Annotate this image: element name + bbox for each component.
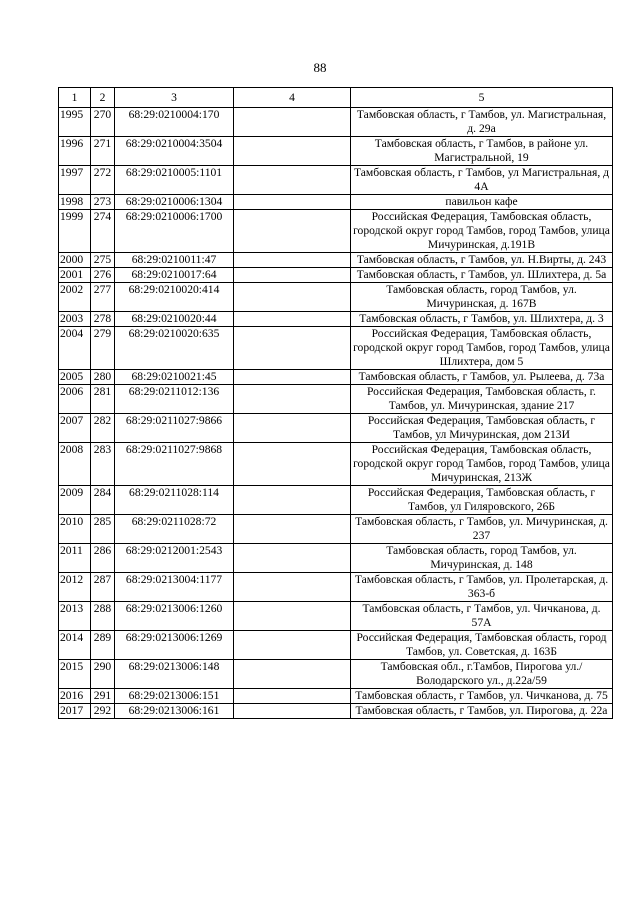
table-row bbox=[59, 108, 613, 137]
item-number-cell: 283 bbox=[91, 443, 115, 486]
table-row bbox=[59, 414, 613, 443]
item-number-cell: 273 bbox=[91, 195, 115, 210]
registry-number-cell: 2008 bbox=[59, 443, 91, 486]
registry-number-cell: 1996 bbox=[59, 137, 91, 166]
column-header-4: 4 bbox=[234, 88, 351, 108]
registry-number-cell: 2006 bbox=[59, 385, 91, 414]
item-number-cell: 285 bbox=[91, 515, 115, 544]
column-4-cell bbox=[234, 327, 351, 370]
address-cell: Тамбовская область, г Тамбов, ул. Чичканова, д. 57А bbox=[351, 602, 613, 631]
cadastral-number-cell: 68:29:0211012:136 bbox=[115, 385, 234, 414]
table-row bbox=[59, 602, 613, 631]
table-row bbox=[59, 268, 613, 283]
table-row bbox=[59, 210, 613, 253]
table-row bbox=[59, 704, 613, 719]
table-row bbox=[59, 443, 613, 486]
registry-number-cell: 1999 bbox=[59, 210, 91, 253]
column-4-cell bbox=[234, 486, 351, 515]
column-4-cell bbox=[234, 283, 351, 312]
address-cell: Российская Федерация, Тамбовская область, г Тамбов, ул Гиляровского, 26Б bbox=[351, 486, 613, 515]
item-number-cell: 274 bbox=[91, 210, 115, 253]
registry-number-cell: 2012 bbox=[59, 573, 91, 602]
address-cell: Тамбовская область, город Тамбов, ул. Мичуринская, д. 148 bbox=[351, 544, 613, 573]
cadastral-number-cell: 68:29:0213004:1177 bbox=[115, 573, 234, 602]
column-4-cell bbox=[234, 385, 351, 414]
address-cell: Российская Федерация, Тамбовская область, г. Тамбов, ул. Мичуринская, здание 217 bbox=[351, 385, 613, 414]
address-cell: Тамбовская обл., г.Тамбов, Пирогова ул./Володарского ул., д.22а/59 bbox=[351, 660, 613, 689]
column-4-cell bbox=[234, 108, 351, 137]
address-cell: Российская Федерация, Тамбовская область, городской округ город Тамбов, город Тамбов, улица Мичуринская, д.191В bbox=[351, 210, 613, 253]
item-number-cell: 275 bbox=[91, 253, 115, 268]
registry-number-cell: 1995 bbox=[59, 108, 91, 137]
column-4-cell bbox=[234, 312, 351, 327]
cadastral-number-cell: 68:29:0213006:1269 bbox=[115, 631, 234, 660]
item-number-cell: 291 bbox=[91, 689, 115, 704]
item-number-cell: 276 bbox=[91, 268, 115, 283]
address-cell: Тамбовская область, г Тамбов, ул. Пролетарская, д. 363-б bbox=[351, 573, 613, 602]
column-4-cell bbox=[234, 602, 351, 631]
registry-number-cell: 2002 bbox=[59, 283, 91, 312]
column-4-cell bbox=[234, 268, 351, 283]
cadastral-number-cell: 68:29:0211028:72 bbox=[115, 515, 234, 544]
column-header-1: 1 bbox=[59, 88, 91, 108]
column-4-cell bbox=[234, 443, 351, 486]
cadastral-number-cell: 68:29:0210021:45 bbox=[115, 370, 234, 385]
cadastral-number-cell: 68:29:0211027:9866 bbox=[115, 414, 234, 443]
address-cell: Тамбовская область, г Тамбов, ул Магистральная, д 4А bbox=[351, 166, 613, 195]
table-row bbox=[59, 660, 613, 689]
registry-number-cell: 2010 bbox=[59, 515, 91, 544]
cadastral-number-cell: 68:29:0210017:64 bbox=[115, 268, 234, 283]
column-4-cell bbox=[234, 515, 351, 544]
item-number-cell: 287 bbox=[91, 573, 115, 602]
table-row bbox=[59, 312, 613, 327]
column-4-cell bbox=[234, 166, 351, 195]
registry-number-cell: 2017 bbox=[59, 704, 91, 719]
table-row bbox=[59, 573, 613, 602]
address-cell: павильон кафе bbox=[351, 195, 613, 210]
item-number-cell: 278 bbox=[91, 312, 115, 327]
table-row bbox=[59, 166, 613, 195]
address-cell: Тамбовская область, г Тамбов, ул. Магистральная, д. 29а bbox=[351, 108, 613, 137]
address-cell: Российская Федерация, Тамбовская область, г Тамбов, ул Мичуринская, дом 213И bbox=[351, 414, 613, 443]
cadastral-number-cell: 68:29:0210020:635 bbox=[115, 327, 234, 370]
column-4-cell bbox=[234, 704, 351, 719]
registry-number-cell: 1998 bbox=[59, 195, 91, 210]
table-row bbox=[59, 370, 613, 385]
cadastral-number-cell: 68:29:0210020:44 bbox=[115, 312, 234, 327]
item-number-cell: 292 bbox=[91, 704, 115, 719]
item-number-cell: 272 bbox=[91, 166, 115, 195]
registry-number-cell: 2004 bbox=[59, 327, 91, 370]
item-number-cell: 271 bbox=[91, 137, 115, 166]
cadastral-number-cell: 68:29:0213006:148 bbox=[115, 660, 234, 689]
registry-number-cell: 2000 bbox=[59, 253, 91, 268]
table-row bbox=[59, 327, 613, 370]
registry-number-cell: 2015 bbox=[59, 660, 91, 689]
registry-number-cell: 2001 bbox=[59, 268, 91, 283]
page-number: 88 bbox=[313, 60, 327, 75]
cadastral-number-cell: 68:29:0211028:114 bbox=[115, 486, 234, 515]
registry-number-cell: 2011 bbox=[59, 544, 91, 573]
column-4-cell bbox=[234, 414, 351, 443]
registry-table bbox=[58, 87, 613, 719]
cadastral-number-cell: 68:29:0210006:1700 bbox=[115, 210, 234, 253]
registry-number-cell: 2009 bbox=[59, 486, 91, 515]
cadastral-number-cell: 68:29:0210004:170 bbox=[115, 108, 234, 137]
item-number-cell: 289 bbox=[91, 631, 115, 660]
column-4-cell bbox=[234, 660, 351, 689]
item-number-cell: 282 bbox=[91, 414, 115, 443]
registry-number-cell: 2016 bbox=[59, 689, 91, 704]
column-4-cell bbox=[234, 137, 351, 166]
address-cell: Тамбовская область, г Тамбов, ул. Чичканова, д. 75 bbox=[351, 689, 613, 704]
cadastral-number-cell: 68:29:0210004:3504 bbox=[115, 137, 234, 166]
column-header-2: 2 bbox=[91, 88, 115, 108]
address-cell: Тамбовская область, г Тамбов, в районе ул. Магистральной, 19 bbox=[351, 137, 613, 166]
column-4-cell bbox=[234, 573, 351, 602]
registry-number-cell: 2003 bbox=[59, 312, 91, 327]
table-row bbox=[59, 195, 613, 210]
registry-number-cell: 2007 bbox=[59, 414, 91, 443]
item-number-cell: 281 bbox=[91, 385, 115, 414]
column-4-cell bbox=[234, 689, 351, 704]
item-number-cell: 277 bbox=[91, 283, 115, 312]
cadastral-number-cell: 68:29:0210020:414 bbox=[115, 283, 234, 312]
cadastral-number-cell: 68:29:0210005:1101 bbox=[115, 166, 234, 195]
item-number-cell: 290 bbox=[91, 660, 115, 689]
address-cell: Российская Федерация, Тамбовская область, городской округ город Тамбов, город Тамбов, улица Мичуринская, 213Ж bbox=[351, 443, 613, 486]
table-body bbox=[59, 108, 613, 719]
item-number-cell: 284 bbox=[91, 486, 115, 515]
table-row bbox=[59, 486, 613, 515]
column-4-cell bbox=[234, 370, 351, 385]
registry-number-cell: 2013 bbox=[59, 602, 91, 631]
address-cell: Тамбовская область, г Тамбов, ул. Шлихтера, д. 3 bbox=[351, 312, 613, 327]
table-row bbox=[59, 385, 613, 414]
column-4-cell bbox=[234, 195, 351, 210]
column-4-cell bbox=[234, 210, 351, 253]
table-row bbox=[59, 137, 613, 166]
address-cell: Тамбовская область, г Тамбов, ул. Пирогова, д. 22а bbox=[351, 704, 613, 719]
column-header-5: 5 bbox=[351, 88, 613, 108]
address-cell: Тамбовская область, г Тамбов, ул. Н.Вирты, д. 243 bbox=[351, 253, 613, 268]
address-cell: Российская Федерация, Тамбовская область, городской округ город Тамбов, город Тамбов, улица Шлихтера, дом 5 bbox=[351, 327, 613, 370]
registry-number-cell: 2005 bbox=[59, 370, 91, 385]
address-cell: Тамбовская область, г Тамбов, ул. Шлихтера, д. 5а bbox=[351, 268, 613, 283]
cadastral-number-cell: 68:29:0213006:1260 bbox=[115, 602, 234, 631]
item-number-cell: 270 bbox=[91, 108, 115, 137]
item-number-cell: 286 bbox=[91, 544, 115, 573]
registry-number-cell: 1997 bbox=[59, 166, 91, 195]
column-4-cell bbox=[234, 253, 351, 268]
table-row bbox=[59, 631, 613, 660]
address-cell: Российская Федерация, Тамбовская область, город Тамбов, ул. Советская, д. 163Б bbox=[351, 631, 613, 660]
cadastral-number-cell: 68:29:0210011:47 bbox=[115, 253, 234, 268]
item-number-cell: 288 bbox=[91, 602, 115, 631]
table-row bbox=[59, 283, 613, 312]
item-number-cell: 280 bbox=[91, 370, 115, 385]
cadastral-number-cell: 68:29:0210006:1304 bbox=[115, 195, 234, 210]
cadastral-number-cell: 68:29:0212001:2543 bbox=[115, 544, 234, 573]
cadastral-number-cell: 68:29:0211027:9868 bbox=[115, 443, 234, 486]
column-4-cell bbox=[234, 544, 351, 573]
cadastral-number-cell: 68:29:0213006:151 bbox=[115, 689, 234, 704]
item-number-cell: 279 bbox=[91, 327, 115, 370]
table-row bbox=[59, 689, 613, 704]
column-header-3: 3 bbox=[115, 88, 234, 108]
table-row bbox=[59, 253, 613, 268]
table-header-row bbox=[59, 88, 613, 108]
column-4-cell bbox=[234, 631, 351, 660]
address-cell: Тамбовская область, г Тамбов, ул. Рылеева, д. 73а bbox=[351, 370, 613, 385]
address-cell: Тамбовская область, г Тамбов, ул. Мичуринская, д. 237 bbox=[351, 515, 613, 544]
registry-number-cell: 2014 bbox=[59, 631, 91, 660]
table-row bbox=[59, 515, 613, 544]
cadastral-number-cell: 68:29:0213006:161 bbox=[115, 704, 234, 719]
table-row bbox=[59, 544, 613, 573]
address-cell: Тамбовская область, город Тамбов, ул. Мичуринская, д. 167В bbox=[351, 283, 613, 312]
